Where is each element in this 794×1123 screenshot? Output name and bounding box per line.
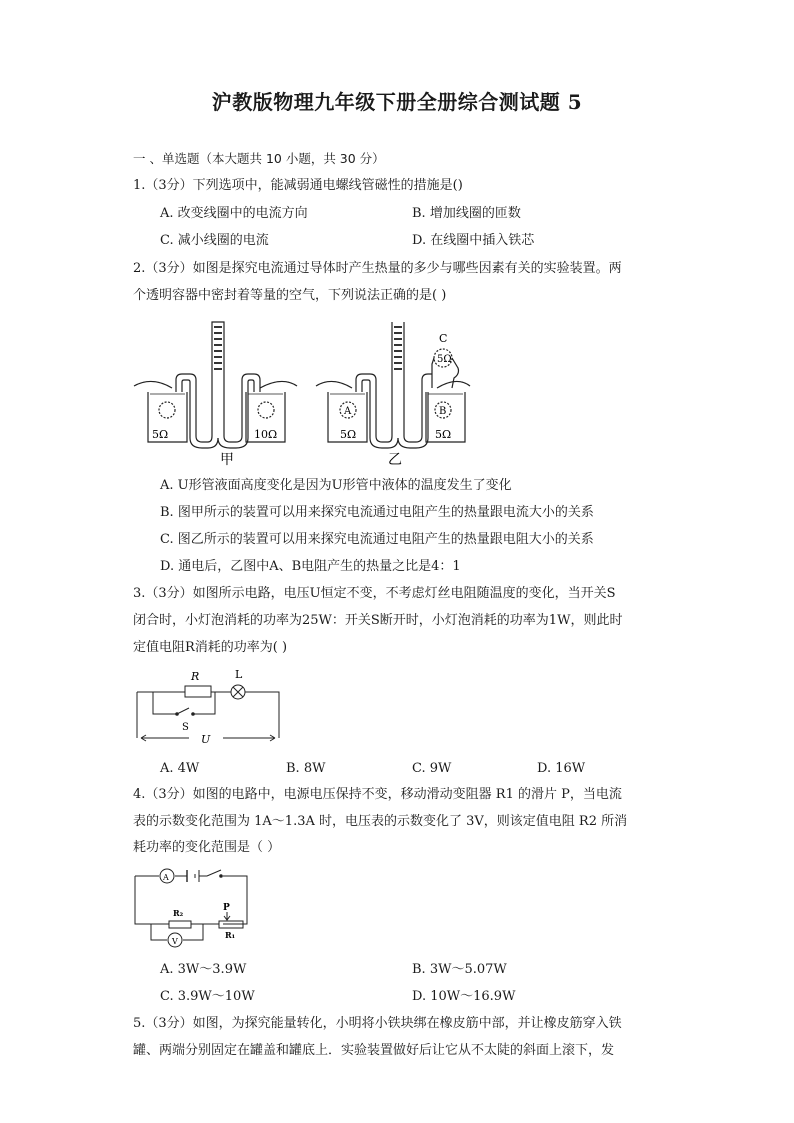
- q3-fig-label-l: L: [235, 668, 243, 681]
- q2-fig-r-left-yi: 5Ω: [340, 428, 357, 441]
- q2-stem-line1: 2.（3分）如图是探究电流通过导体时产生热量的多少与哪些因素有关的实验装置。两: [133, 261, 622, 276]
- q2-fig-caption-yi: 乙: [388, 452, 402, 468]
- section-heading: 一 、单选题（本大题共 10 小题，共 30 分）: [133, 151, 385, 166]
- q5-stem-line1: 5.（3分）如图，为探究能量转化，小明将小铁块绑在橡皮筋中部，并让橡皮筋穿入铁: [133, 1016, 622, 1031]
- q2-fig-r-left-jia: 5Ω: [152, 428, 169, 441]
- q4-fig-label-a: A: [163, 873, 169, 882]
- q3-option-a[interactable]: A. 4W: [160, 761, 200, 776]
- q4-option-d[interactable]: D. 10W～16.9W: [412, 989, 516, 1004]
- q5-stem-line2: 罐、两端分别固定在罐盖和罐底上．实验装置做好后让它从不太陡的斜面上滚下，发: [133, 1043, 615, 1058]
- q4-option-c[interactable]: C. 3.9W～10W: [160, 989, 255, 1004]
- q4-figure: [133, 864, 253, 950]
- page-title: 沪教版物理九年级下册全册综合测试题 5: [211, 90, 583, 114]
- q2-fig-label-c: C: [439, 332, 448, 345]
- q3-stem-line2: 闭合时，小灯泡消耗的功率为25W：开关S断开时，小灯泡消耗的功率为1W，则此时: [133, 613, 623, 628]
- q3-option-d[interactable]: D. 16W: [537, 761, 586, 776]
- q2-option-a[interactable]: A. U形管液面高度变化是因为U形管中液体的温度发生了变化: [160, 478, 512, 493]
- q4-stem-line2: 表的示数变化范围为 1A～1.3A 时，电压表的示数变化了 3V，则该定值电阻 R2 所消: [133, 814, 628, 829]
- q4-fig-label-r2: R₂: [173, 908, 184, 918]
- q2-option-b[interactable]: B. 图甲所示的装置可以用来探究电流通过电阻产生的热量跟电流大小的关系: [160, 505, 594, 520]
- q2-fig-r-right-jia: 10Ω: [254, 428, 278, 441]
- q2-stem-line2: 个透明容器中密封着等量的空气，下列说法正确的是( ): [133, 288, 447, 303]
- q1-option-c[interactable]: C. 减小线圈的电流: [160, 233, 269, 248]
- q4-fig-label-v: V: [172, 937, 178, 946]
- q1-stem: 1.（3分）下列选项中，能减弱通电螺线管磁性的措施是(): [133, 178, 463, 193]
- q1-option-d[interactable]: D. 在线圈中插入铁芯: [412, 233, 535, 248]
- q2-fig-r-top-yi: 5Ω: [437, 354, 452, 365]
- q4-stem-line1: 4.（3分）如图的电路中，电源电压保持不变，移动滑动变阻器 R1 的滑片 P，当电流: [133, 787, 622, 802]
- q3-fig-label-s: S: [182, 722, 189, 733]
- q2-fig-r-right-yi: 5Ω: [435, 428, 452, 441]
- q2-fig-caption-jia: 甲: [220, 452, 234, 468]
- q3-stem-line1: 3.（3分）如图所示电路，电压U恒定不变，不考虑灯丝电阻随温度的变化，当开关S: [133, 586, 616, 601]
- q2-option-d[interactable]: D. 通电后，乙图中A、B电阻产生的热量之比是4：1: [160, 559, 461, 574]
- q2-figure: [132, 318, 472, 468]
- q3-option-b[interactable]: B. 8W: [286, 761, 326, 776]
- q3-fig-label-r: R: [191, 670, 200, 683]
- q2-fig-label-a: A: [344, 406, 352, 417]
- q4-fig-label-r1: R₁: [225, 930, 236, 940]
- q3-figure: [133, 664, 283, 750]
- q1-option-a[interactable]: A. 改变线圈中的电流方向: [160, 206, 308, 221]
- q2-fig-label-b: B: [439, 406, 447, 417]
- q4-option-a[interactable]: A. 3W～3.9W: [160, 962, 247, 977]
- q4-fig-label-p: P: [223, 903, 230, 913]
- q2-option-c[interactable]: C. 图乙所示的装置可以用来探究电流通过电阻产生的热量跟电阻大小的关系: [160, 532, 594, 547]
- q4-option-b[interactable]: B. 3W～5.07W: [412, 962, 507, 977]
- q4-stem-line3: 耗功率的变化范围是（ ）: [133, 840, 281, 855]
- q3-fig-label-u: U: [201, 733, 211, 746]
- q3-option-c[interactable]: C. 9W: [412, 761, 452, 776]
- q1-option-b[interactable]: B. 增加线圈的匝数: [412, 206, 521, 221]
- q3-stem-line3: 定值电阻R消耗的功率为( ): [133, 640, 288, 655]
